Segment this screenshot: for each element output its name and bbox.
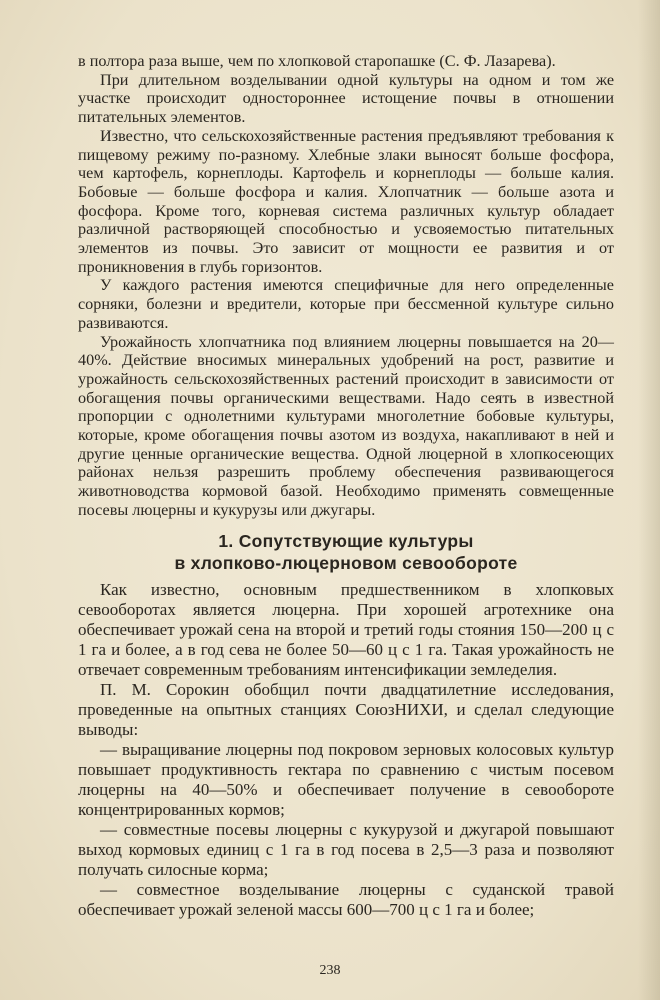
paragraph: в полтора раза выше, чем по хлопковой старопашке (С. Ф. Лазарева).	[78, 52, 556, 70]
paragraph: Известно, что сельскохозяйственные растения предъявляют требования к пищевому режиму по-разному. Хлебные злаки выносят больше фосфора, чем картофель, корнеплоды. Картофель и корнеплоды — больше калия. Бобовые — больше фосфора и калия. Хлопчатник — больше азота и фосфора. Кроме того, корневая система различных культур обладает различной растворяющей способностью и усвояемостью питательных элементов из почвы. Это зависит от мощности ее развития и от проникновения в глубь горизонтов.	[78, 126, 614, 276]
page-number: 238	[319, 963, 341, 978]
paragraph: Урожайность хлопчатника под влиянием люцерны повышается на 20—40%. Действие вносимых минеральных удобрений на рост, развитие и урожайность сельскохозяйственных растений происходит в зависимости от обогащения почвы органическими веществами. Надо сеять в известной пропорции с однолетними культурами многолетние бобовые культуры, которые, кроме обогащения почвы азотом из воздуха, накапливают в ней и другие ценные органические вещества. Одной люцерной в хлопкосеющих районах нельзя разрешить проблему обеспечения развивающегося животноводства кормовой базой. Необходимо применять совмещенные посевы люцерны и кукурузы или джугары.	[78, 332, 614, 519]
paragraph: — совместное возделывание люцерны с суданской травой обеспечивает урожай зеленой массы 600—700 ц с 1 га и более;	[78, 879, 614, 919]
section-heading-line-1: 1. Сопутствующие культуры	[218, 530, 474, 551]
paragraph: При длительном возделывании одной культуры на одном и том же участке происходит одностороннее истощение почвы в отношении питательных элементов.	[78, 70, 614, 127]
body-text	[78, 52, 614, 920]
paragraph: — совместные посевы люцерны с кукурузой и джугарой повышают выход кормовых единиц с 1 га в год посева в 2,5—3 раза и позволяют получать силосные корма;	[78, 819, 614, 879]
section-body	[78, 580, 614, 920]
section-heading	[78, 530, 614, 574]
section-heading-line-2: в хлопково-люцерновом севообороте	[174, 552, 518, 573]
page-edge-shadow	[638, 0, 660, 1000]
paragraph: П. М. Сорокин обобщил почти двадцатилетние исследования, проведенные на опытных станциях СоюзНИХИ, и сделал следующие выводы:	[78, 679, 614, 739]
paragraph: — выращивание люцерны под покровом зерновых колосовых культур повышает продуктивность гектара по сравнению с чистым посевом люцерны на 40—50% и обеспечивает получение в севообороте концентрированных кормов;	[78, 739, 614, 819]
paragraph: Как известно, основным предшественником в хлопковых севооборотах является люцерна. При хорошей агротехнике она обеспечивает урожай сена на второй и третий годы стояния 150—200 ц с 1 га и более, а в год сева не более 50—60 ц с 1 га. Такая урожайность не отвечает современным требованиям интенсификации земледелия.	[78, 579, 614, 679]
paragraph: У каждого растения имеются специфичные для него определенные сорняки, болезни и вредители, которые при бессменной культуре сильно развиваются.	[78, 276, 614, 332]
